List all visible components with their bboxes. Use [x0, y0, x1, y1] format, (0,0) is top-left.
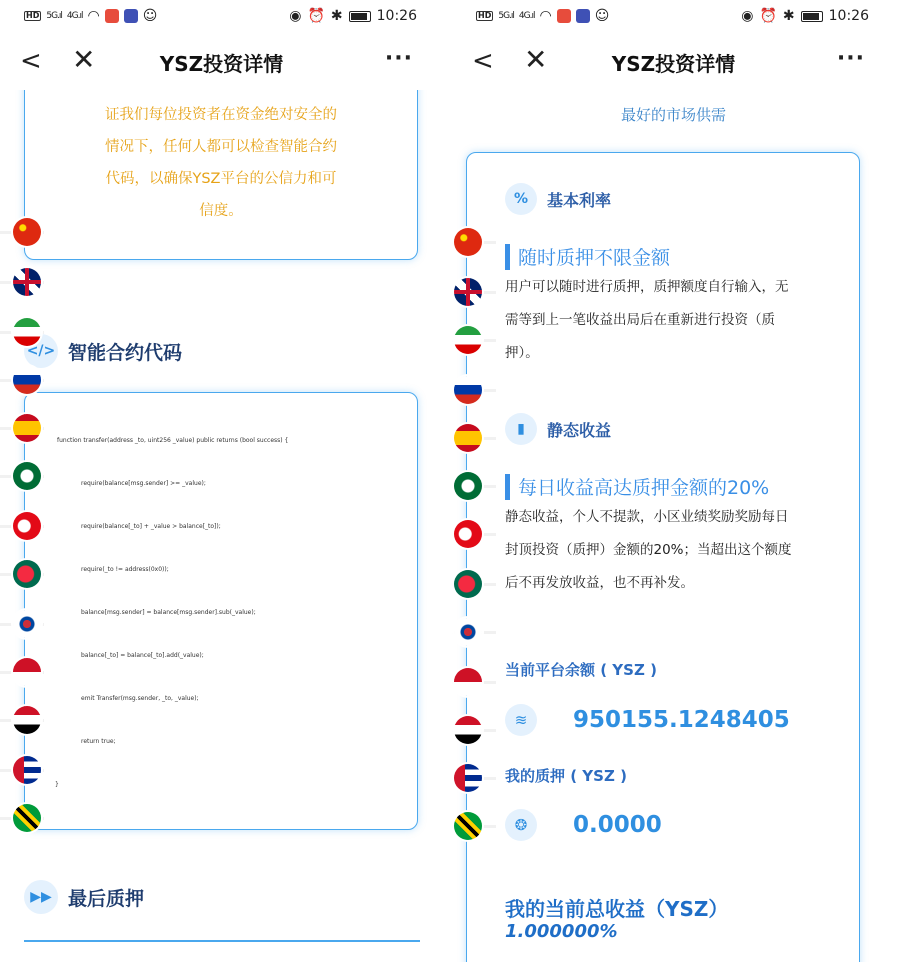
- static-income-header: [505, 413, 611, 445]
- highlight-bar: [505, 244, 510, 270]
- platform-balance-row: [505, 704, 790, 736]
- flag-turkey-icon[interactable]: [454, 520, 482, 548]
- platform-balance-value: 950155.1248405: [573, 707, 790, 733]
- code-line: return true;: [81, 738, 116, 745]
- flag-bangladesh-icon[interactable]: [454, 570, 482, 598]
- back-icon[interactable]: <: [472, 46, 494, 76]
- bar-chart-icon: ▮: [505, 413, 537, 445]
- flag-indonesia-icon[interactable]: [454, 668, 482, 696]
- hd-badge: HD: [478, 11, 492, 20]
- flag-row: [452, 668, 496, 696]
- coins-icon: ≋: [505, 704, 537, 736]
- my-pledge-label: 我的质押 ( YSZ ): [505, 767, 627, 785]
- paragraph: [505, 501, 792, 600]
- wifi-icon: ◠: [539, 8, 552, 24]
- signal-icon: 4G.ıl: [66, 11, 83, 21]
- right-screen: [452, 0, 895, 962]
- highlight: [505, 473, 769, 500]
- flag-row: [0, 610, 44, 638]
- code-line: require(_to != address(0x0));: [81, 566, 169, 573]
- notice-line: 情况下，任何人都可以检查智能合约: [105, 139, 337, 155]
- flag-cuba-icon[interactable]: [13, 756, 41, 784]
- code-line: balance[msg.sender] = balance[msg.sender].sub(_value);: [81, 609, 256, 616]
- flag-row: [452, 812, 496, 840]
- flag-united-kingdom-icon[interactable]: [454, 278, 482, 306]
- paragraph-line: 静态收益，个人不提款，小区业绩奖励奖励每日: [505, 509, 789, 525]
- eye-icon: ◉: [289, 8, 302, 24]
- flag-russia-icon[interactable]: [13, 366, 41, 394]
- notice-line: 信度。: [199, 203, 243, 219]
- flag-row: [452, 326, 496, 354]
- left-content: [0, 90, 443, 962]
- flag-south-korea-icon[interactable]: [13, 610, 41, 638]
- flag-row: [0, 658, 44, 686]
- flag-bangladesh-icon[interactable]: [13, 560, 41, 588]
- notice-card: [24, 90, 418, 260]
- battery-icon: [349, 11, 371, 22]
- code-line: balance[_to] = balance[_to].add(_value);: [81, 652, 204, 659]
- flag-jamaica-icon[interactable]: [454, 812, 482, 840]
- percent-icon: %: [505, 183, 537, 215]
- flag-egypt-icon[interactable]: [13, 706, 41, 734]
- flag-row: [452, 764, 496, 792]
- flag-row: [0, 318, 44, 346]
- right-content: [452, 90, 895, 962]
- flag-row: [0, 804, 44, 832]
- bluetooth-icon: ✱: [330, 8, 343, 24]
- flag-row: [452, 228, 496, 256]
- hd-badge: HD: [26, 11, 40, 20]
- eye-icon: ◉: [741, 8, 754, 24]
- flag-row: [0, 512, 44, 540]
- flag-cuba-icon[interactable]: [454, 764, 482, 792]
- total-income-value: 1.000000%: [505, 921, 618, 942]
- flag-row: [0, 366, 44, 394]
- flag-row: [0, 560, 44, 588]
- flag-indonesia-icon[interactable]: [13, 658, 41, 686]
- info-card: [466, 152, 860, 962]
- flag-spain-icon[interactable]: [13, 414, 41, 442]
- left-screen: [0, 0, 443, 962]
- flag-south-korea-icon[interactable]: [454, 618, 482, 646]
- flag-saudi-like-icon[interactable]: [454, 472, 482, 500]
- wifi-icon: ◠: [87, 8, 100, 24]
- face-icon: ☺: [594, 8, 610, 24]
- close-icon[interactable]: ✕: [72, 43, 96, 76]
- total-income-label: 我的当前总收益（YSZ）: [505, 897, 729, 921]
- flag-row: [0, 706, 44, 734]
- more-icon[interactable]: ···: [836, 46, 865, 71]
- page-title: YSZ投资详情: [611, 52, 736, 76]
- flag-row: [452, 520, 496, 548]
- my-pledge-value: 0.0000: [573, 812, 662, 838]
- code-line: function transfer(address _to, uint256 _value) public returns (bool success) {: [57, 437, 289, 444]
- flag-russia-icon[interactable]: [454, 376, 482, 404]
- paragraph: [505, 271, 789, 370]
- paragraph-line: 后不再发放收益，也不再补发。: [505, 575, 694, 591]
- code-line: require(balance[_to] + _value > balance[_to]);: [81, 523, 221, 530]
- divider: [24, 940, 420, 942]
- battery-icon: [801, 11, 823, 22]
- signal-icon: 5G.ıl: [498, 11, 514, 21]
- flag-united-kingdom-icon[interactable]: [13, 268, 41, 296]
- status-bar: [452, 0, 895, 34]
- notice-line: 证我们每位投资者在资金绝对安全的: [105, 107, 337, 123]
- clock-time: 10:26: [376, 8, 417, 24]
- block-title: 基本利率: [547, 190, 612, 210]
- more-icon[interactable]: ···: [384, 46, 413, 71]
- app-notification-icon: [124, 9, 138, 23]
- paragraph-line: 封顶投资（质押）金额的20%；当超出这个额度: [505, 542, 792, 558]
- flag-row: [0, 462, 44, 490]
- my-pledge-row: [505, 809, 662, 841]
- last-pledge-header: [24, 880, 144, 914]
- fast-forward-icon: ▶▶: [24, 880, 58, 914]
- status-bar: [0, 0, 443, 34]
- highlight-text: 随时质押不限金额: [518, 247, 671, 269]
- code-line: emit Transfer(msg.sender, _to, _value);: [81, 695, 199, 702]
- flag-china-icon[interactable]: [454, 228, 482, 256]
- contract-section-header: [24, 334, 182, 368]
- block-title: 静态收益: [547, 420, 612, 440]
- flag-row: [0, 268, 44, 296]
- section-title: 智能合约代码: [68, 341, 183, 364]
- notice-line: 代码，以确保YSZ平台的公信力和可: [105, 171, 337, 187]
- code-icon: </>: [24, 334, 58, 368]
- flag-china-icon[interactable]: [13, 218, 41, 246]
- code-line: }: [55, 781, 59, 788]
- flag-row: [0, 218, 44, 246]
- code-card: [24, 392, 418, 830]
- bluetooth-icon: ✱: [782, 8, 795, 24]
- section-title: 最后质押: [68, 887, 145, 910]
- code-line: require(balance[msg.sender] >= _value);: [81, 480, 206, 487]
- page-title: YSZ投资详情: [159, 52, 284, 76]
- flag-iran-icon[interactable]: [454, 326, 482, 354]
- app-notification-icon: [576, 9, 590, 23]
- clock-time: 10:26: [828, 8, 869, 24]
- flag-row: [452, 376, 496, 404]
- flag-row: [452, 570, 496, 598]
- notice-text: [65, 99, 377, 227]
- highlight-bar: [505, 474, 510, 500]
- platform-balance-label: 当前平台余额 ( YSZ ): [505, 661, 657, 679]
- flag-row: [0, 414, 44, 442]
- flag-row: [452, 424, 496, 452]
- flag-egypt-icon[interactable]: [454, 716, 482, 744]
- flag-iran-icon[interactable]: [13, 318, 41, 346]
- alarm-icon: ⏰: [759, 8, 777, 24]
- flag-jamaica-icon[interactable]: [13, 804, 41, 832]
- face-icon: ☺: [142, 8, 158, 24]
- alarm-icon: ⏰: [307, 8, 325, 24]
- flag-turkey-icon[interactable]: [13, 512, 41, 540]
- app-notification-icon: [557, 9, 571, 23]
- flag-row: [452, 278, 496, 306]
- paragraph-line: 需等到上一笔收益出局后在重新进行投资（质: [505, 312, 775, 328]
- nav-bar: [0, 36, 443, 88]
- subheading: 最好的市场供需: [620, 106, 726, 124]
- signal-icon: 4G.ıl: [518, 11, 535, 21]
- paragraph-line: 押）。: [505, 345, 539, 361]
- nav-bar: [452, 36, 895, 88]
- signal-icon: 5G.ıl: [46, 11, 62, 21]
- back-icon[interactable]: <: [20, 46, 42, 76]
- flag-row: [452, 472, 496, 500]
- flag-row: [452, 618, 496, 646]
- close-icon[interactable]: ✕: [524, 43, 548, 76]
- flag-spain-icon[interactable]: [454, 424, 482, 452]
- paragraph-line: 用户可以随时进行质押，质押额度自行输入，无: [505, 279, 789, 295]
- highlight: [505, 243, 670, 270]
- basic-rate-header: [505, 183, 611, 215]
- flag-row: [452, 716, 496, 744]
- flag-row: [0, 756, 44, 784]
- flag-saudi-like-icon[interactable]: [13, 462, 41, 490]
- highlight-text: 每日收益高达质押金额的20%: [518, 477, 770, 499]
- app-notification-icon: [105, 9, 119, 23]
- stack-icon: ❂: [505, 809, 537, 841]
